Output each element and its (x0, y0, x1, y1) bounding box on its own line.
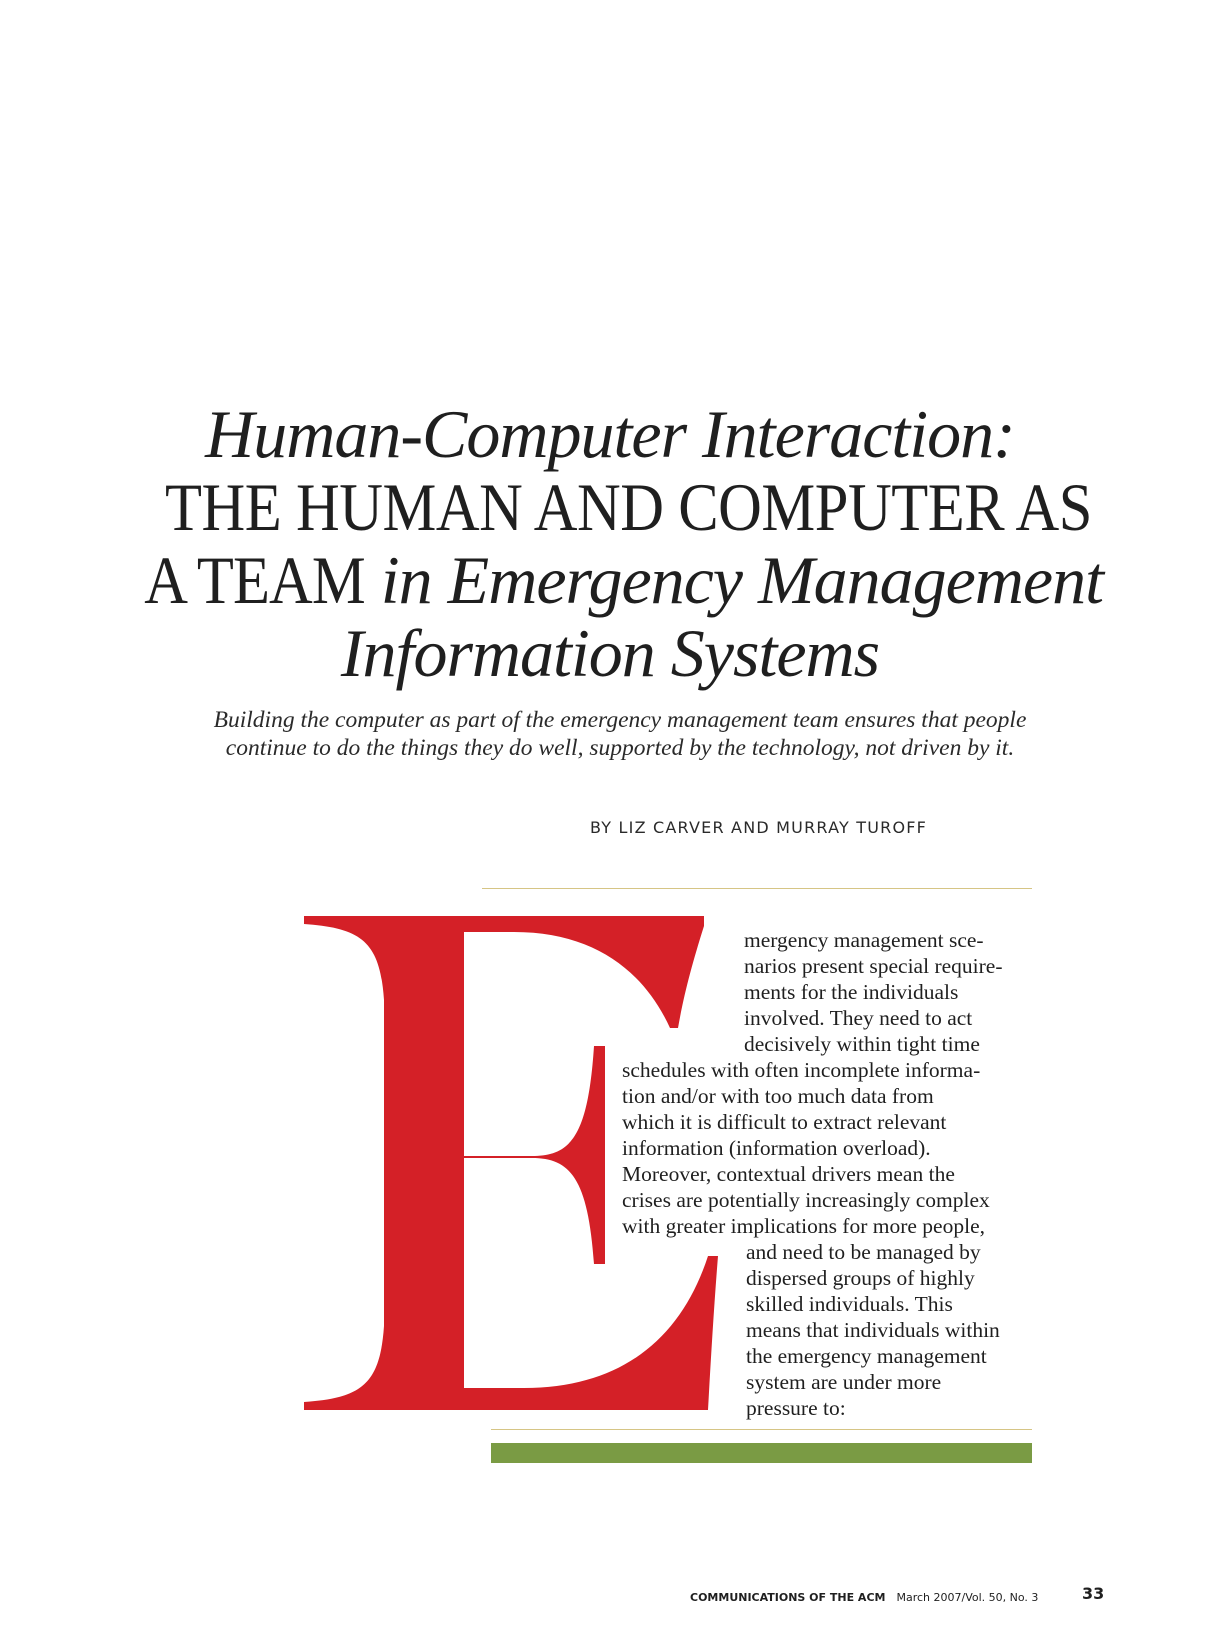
body-line: pressure to: (746, 1396, 846, 1420)
body-line: crises are potentially increasingly complex (622, 1188, 990, 1212)
bottom-rule (491, 1429, 1032, 1430)
body-line: ments for the individuals (744, 980, 959, 1004)
title-line-3-italic: in Emergency Management (380, 542, 1103, 618)
accent-bar (491, 1443, 1032, 1463)
body-line: and need to be managed by (746, 1240, 981, 1264)
body-line: decisively within tight time (744, 1032, 980, 1056)
body-line: which it is difficult to extract relevant (622, 1110, 947, 1134)
title-line-3-caps: A TEAM (144, 542, 365, 618)
body-line: means that individuals within (746, 1318, 1000, 1342)
deck-line-2: continue to do the things they do well, supported by the technology, not driven by it. (225, 735, 1015, 761)
body-line: dispersed groups of highly (746, 1266, 975, 1290)
article-title (110, 396, 1110, 692)
journal-name: COMMUNICATIONS OF THE ACM (690, 1591, 886, 1604)
byline: BY LIZ CARVER AND MURRAY TUROFF (590, 818, 928, 837)
body-line: mergency management sce- (744, 928, 984, 952)
deck-line-1: Building the computer as part of the emergency management team ensures that people (213, 707, 1027, 733)
body-line: system are under more (746, 1370, 942, 1394)
body-line: involved. They need to act (744, 1006, 973, 1030)
body-line: narios present special require- (744, 954, 1003, 978)
body-line: information (information overload). (622, 1136, 931, 1160)
title-line-1: Human-Computer Interaction: (205, 396, 1015, 472)
body-line: skilled individuals. This (746, 1292, 953, 1316)
page-footer (690, 1590, 1038, 1605)
body-line: Moreover, contextual drivers mean the (622, 1162, 955, 1186)
body-line: with greater implications for more people, (622, 1214, 985, 1238)
page-number: 33 (1082, 1584, 1105, 1603)
article-deck (160, 706, 1080, 762)
title-line-4: Information Systems (340, 615, 880, 691)
issue-info: March 2007/Vol. 50, No. 3 (896, 1591, 1039, 1604)
top-rule (482, 888, 1032, 889)
title-line-3 (110, 542, 1110, 618)
body-line: the emergency management (746, 1344, 987, 1368)
title-line-2: THE HUMAN AND COMPUTER AS (165, 469, 1093, 545)
body-line: tion and/or with too much data from (622, 1084, 934, 1108)
body-line: schedules with often incomplete informa- (622, 1058, 981, 1082)
